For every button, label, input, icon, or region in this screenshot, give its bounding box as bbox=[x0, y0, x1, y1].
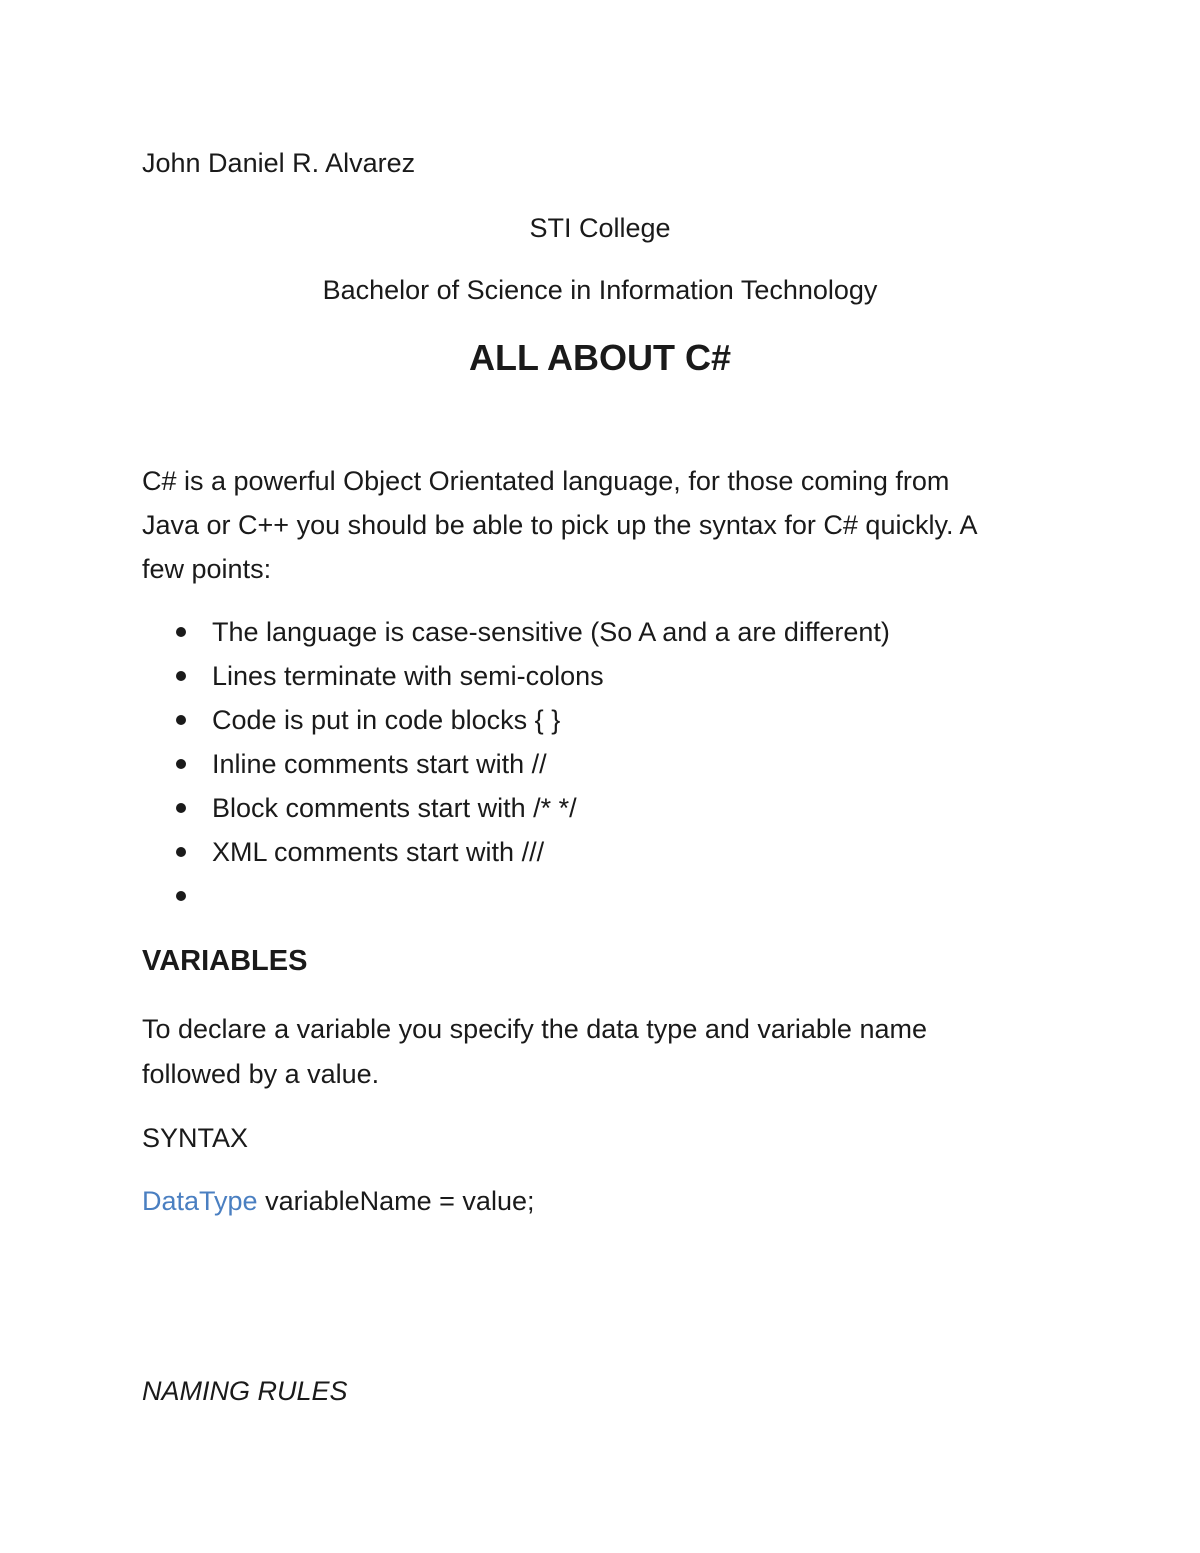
list-item-text: Code is put in code blocks { } bbox=[212, 705, 561, 735]
intro-line-3: few points: bbox=[142, 554, 272, 584]
bullet-icon bbox=[176, 847, 186, 857]
syntax-label: SYNTAX bbox=[142, 1123, 249, 1153]
list-item-text: Inline comments start with // bbox=[212, 749, 547, 779]
syntax-rest: variableName = value; bbox=[257, 1186, 535, 1216]
bullet-icon bbox=[176, 671, 186, 681]
list-item-text: The language is case-sensitive (So A and a are different) bbox=[212, 617, 890, 647]
bullet-icon bbox=[176, 891, 186, 901]
variables-heading: VARIABLES bbox=[142, 945, 308, 977]
bullet-icon bbox=[176, 627, 186, 637]
list-item-text: XML comments start with /// bbox=[212, 837, 545, 867]
variables-desc-line-1: To declare a variable you specify the data type and variable name bbox=[142, 1014, 927, 1044]
bullet-icon bbox=[176, 715, 186, 725]
intro-line-1: C# is a powerful Object Orientated language, for those coming from bbox=[142, 466, 950, 496]
program-name: Bachelor of Science in Information Technology bbox=[322, 275, 878, 305]
list-item-text: Lines terminate with semi-colons bbox=[212, 661, 604, 691]
variables-desc-line-2: followed by a value. bbox=[142, 1059, 380, 1089]
bullet-icon bbox=[176, 759, 186, 769]
syntax-example bbox=[142, 1184, 534, 1218]
intro-line-2: Java or C++ you should be able to pick up the syntax for C# quickly. A bbox=[142, 510, 978, 540]
syntax-keyword: DataType bbox=[142, 1186, 258, 1216]
bullet-icon bbox=[176, 803, 186, 813]
author-name: John Daniel R. Alvarez bbox=[142, 148, 416, 178]
naming-rules-heading: NAMING RULES bbox=[142, 1376, 348, 1406]
school-name: STI College bbox=[529, 213, 671, 243]
list-item-text: Block comments start with /* */ bbox=[212, 793, 577, 823]
document-title: ALL ABOUT C# bbox=[468, 337, 731, 378]
